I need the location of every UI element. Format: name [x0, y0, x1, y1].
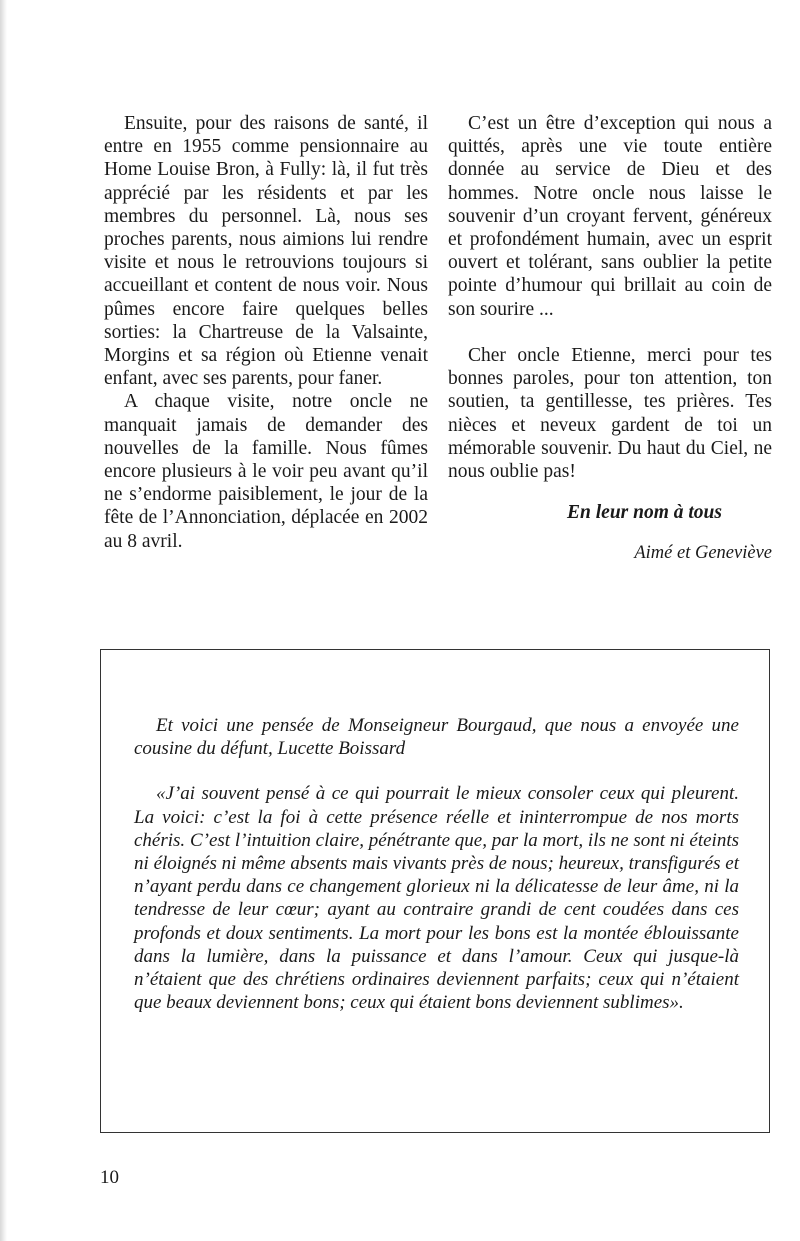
- quote-intro: Et voici une pensée de Monseigneur Bourgaud, que nous a envoyée une cousine du défunt, Lucette Boissard: [134, 715, 739, 760]
- page-number: 10: [100, 1167, 119, 1188]
- right-paragraph-1: C’est un être d’exception qui nous a quittés, après une vie toute entière donnée au service de Dieu et des hommes. Notre oncle nous laisse le souvenir d’un croyant fervent, généreux et profondément humain, avec un esprit ouvert et tolérant, sans oublier la petite pointe d’humour qui brillait au coin de son sourire ...: [448, 113, 772, 320]
- quote-box-content: [134, 714, 739, 1014]
- right-column: [448, 112, 772, 566]
- left-paragraph-1: Ensuite, pour des raisons de santé, il entre en 1955 comme pensionnaire au Home Louise Bron, à Fully: là, il fut très apprécié par les résidents et par les membres du personnel. Là, nous ses proches parents, nous aimions lui rendre visite et nous le retrouvions toujours si accueillant et content de nous voir. Nous pûmes encore faire quelques belles sorties: la Chartreuse de la Valsainte, Morgins et sa région où Etienne venait enfant, avec ses parents, pour faner.: [104, 113, 428, 390]
- quote-text: «J’ai souvent pensé à ce qui pourrait le mieux consoler ceux qui pleurent. La voici: c’est la foi à cette présence réelle et ininterrompue de nos morts chéris. C’est l’intuition claire, pénétrante que, par la mort, ils ne sont ni éteints ni éloignés ni même absents mais vivants près de nous; heureux, transfigurés et n’ayant perdu dans ce changement glorieux ni la délicatesse de leur âme, ni la tendresse de leur cœur; ayant au contraire grandi de cent coudées dans ces profonds et doux sentiments. La mort pour les bons est la montée éblouissante dans la lumière, dans la puissance et dans l’amour. Ceux qui jusque-là n’étaient que des chrétiens ordinaires deviennent parfaits; ceux qui n’étaient que beaux deviennent bons; ceux qui étaient bons deviennent sublimes».: [134, 783, 739, 1014]
- scan-edge-shadow: [0, 0, 7, 1241]
- right-paragraph-2: Cher oncle Etienne, merci pour tes bonnes paroles, pour ton attention, ton soutien, ta gentillesse, tes prières. Tes nièces et neveux gardent de toi un mémorable souvenir. Du haut du Ciel, ne nous oublie pas!: [448, 345, 772, 483]
- signature-name: En leur nom à tous: [567, 502, 722, 524]
- signature-authors: Aimé et Geneviève: [634, 543, 772, 564]
- quote-box: [100, 649, 770, 1133]
- left-paragraph-2: A chaque visite, notre oncle ne manquait jamais de demander des nouvelles de la famille. Nous fûmes encore plusieurs à le voir peu avant qu’il ne s’endorme paisiblement, le jour de la fête de l’Annonciation, déplacée en 2002 au 8 avril.: [104, 391, 428, 552]
- left-column: [104, 112, 428, 553]
